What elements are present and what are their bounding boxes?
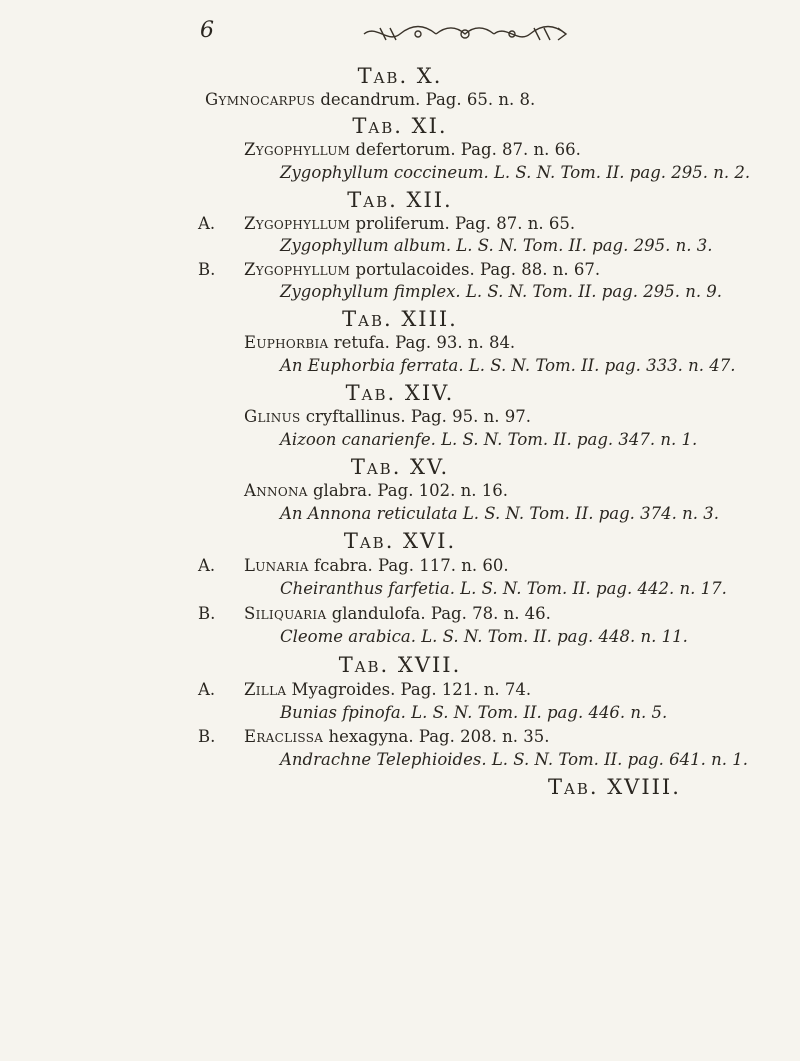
entry-line (244, 214, 575, 233)
tab-heading: Tab. XII. (347, 188, 453, 212)
genus-name: Zilla (244, 680, 287, 699)
genus-name: Annona (244, 481, 308, 500)
entry-text: hexagyna. Pag. 208. n. 35. (323, 727, 550, 746)
entry-letter: A. (198, 214, 216, 233)
genus-name: Glinus (244, 407, 301, 426)
tab-heading: Tab. XVII. (338, 653, 462, 677)
genus-name: Zygophyllum (244, 260, 351, 279)
tab-heading: Tab. XIV. (345, 381, 455, 405)
genus-name: Gymnocarpus (205, 90, 316, 109)
synonym-line: Cheiranthus farfetia. L. S. N. Tom. II. pag. 442. n. 17. (280, 579, 727, 598)
page-number: 6 (200, 18, 214, 43)
entry-line (244, 556, 509, 575)
entry-text: Myagroides. Pag. 121. n. 74. (286, 680, 532, 699)
entry-letter: B. (198, 604, 216, 623)
tab-heading: Tab. XV. (350, 455, 450, 479)
entry-text: glabra. Pag. 102. n. 16. (307, 481, 509, 500)
entry-line (244, 407, 531, 426)
tab-heading: Tab. XVI. (343, 529, 457, 553)
synonym-line: Zygophyllum coccineum. L. S. N. Tom. II. pag. 295. n. 2. (280, 163, 751, 182)
tab-heading: Tab. XIII. (342, 307, 458, 331)
entry-text: portulacoides. Pag. 88. n. 67. (350, 260, 601, 279)
ornament-icon (360, 22, 570, 46)
synonym-line: Bunias fpinofa. L. S. N. Tom. II. pag. 446. n. 5. (280, 703, 668, 722)
tab-heading: Tab. XI. (352, 114, 448, 138)
synonym-line: An Euphorbia ferrata. L. S. N. Tom. II. pag. 333. n. 47. (280, 356, 736, 375)
entry-letter: A. (198, 556, 216, 575)
entry-letter: A. (198, 680, 216, 699)
synonym-line: Andrachne Telephioides. L. S. N. Tom. II. pag. 641. n. 1. (280, 750, 748, 769)
genus-name: Siliquaria (244, 604, 327, 623)
genus-name: Zygophyllum (244, 140, 351, 159)
entry-text: glandulofa. Pag. 78. n. 46. (326, 604, 551, 623)
synonym-line: An Annona reticulata L. S. N. Tom. II. pag. 374. n. 3. (280, 504, 719, 523)
entry-text: retufa. Pag. 93. n. 84. (328, 333, 516, 352)
entry-letter: B. (198, 260, 216, 279)
catchword: Tab. XVIII. (548, 775, 681, 799)
synonym-line: Zygophyllum fimplex. L. S. N. Tom. II. pag. 295. n. 9. (280, 282, 723, 301)
genus-name: Euphorbia (244, 333, 329, 352)
entry-text: proliferum. Pag. 87. n. 65. (350, 214, 576, 233)
entry-line (244, 481, 508, 500)
genus-name: Eraclissa (244, 727, 324, 746)
entry-line (244, 333, 515, 352)
entry-line (205, 90, 535, 109)
entry-line (244, 260, 600, 279)
synonym-line: Cleome arabica. L. S. N. Tom. II. pag. 448. n. 11. (280, 627, 688, 646)
entry-letter: B. (198, 727, 216, 746)
entry-line (244, 140, 581, 159)
entry-line (244, 604, 551, 623)
entry-line (244, 727, 549, 746)
genus-name: Lunaria (244, 556, 309, 575)
synonym-line: Aizoon canarienfe. L. S. N. Tom. II. pag. 347. n. 1. (280, 430, 698, 449)
tab-heading: Tab. X. (357, 64, 443, 88)
synonym-line: Zygophyllum album. L. S. N. Tom. II. pag. 295. n. 3. (280, 236, 713, 255)
entry-text: fcabra. Pag. 117. n. 60. (308, 556, 509, 575)
entry-text: cryftallinus. Pag. 95. n. 97. (300, 407, 531, 426)
entry-text: defertorum. Pag. 87. n. 66. (350, 140, 581, 159)
entry-text: decandrum. Pag. 65. n. 8. (315, 90, 536, 109)
genus-name: Zygophyllum (244, 214, 351, 233)
entry-line (244, 680, 531, 699)
